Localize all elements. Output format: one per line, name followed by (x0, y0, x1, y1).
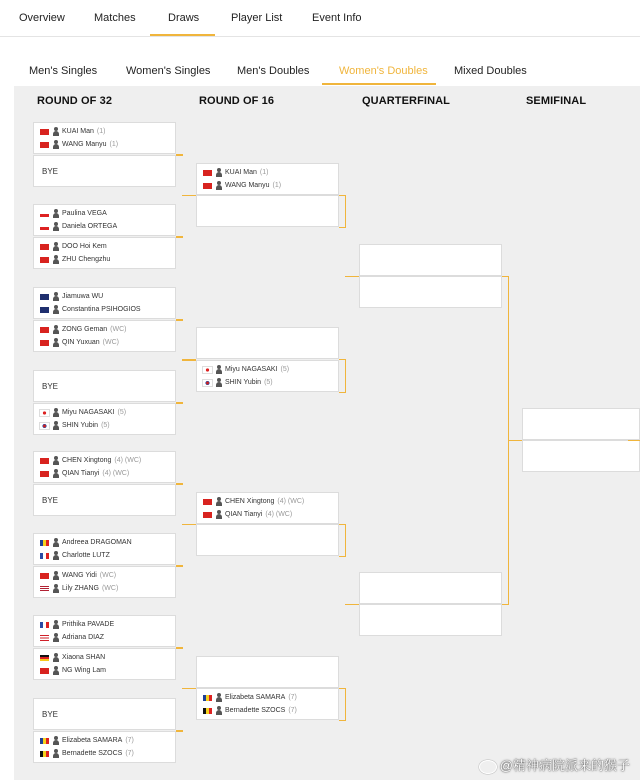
player-row[interactable] (197, 180, 338, 193)
player-name (62, 326, 126, 333)
flag-icon (40, 586, 49, 592)
r32-match[interactable] (33, 403, 176, 435)
connector-line (345, 604, 359, 605)
player-row[interactable] (34, 652, 175, 665)
player-row[interactable] (34, 407, 175, 420)
connector-line (345, 524, 346, 557)
player-name (62, 634, 104, 641)
player-name-text: Charlotte LUTZ (62, 552, 110, 559)
player-name (62, 223, 117, 230)
flag-icon (40, 668, 49, 674)
flag-icon (203, 708, 212, 714)
player-seed: (WC) (101, 585, 119, 592)
player-name (62, 621, 114, 628)
player-avatar-icon (53, 255, 59, 264)
r32-match[interactable] (33, 122, 176, 154)
player-name-text: Prithika PAVADE (62, 621, 115, 628)
flag-icon (203, 512, 212, 518)
flag-icon (40, 244, 49, 250)
tab-mens-doubles[interactable]: Men's Doubles (237, 65, 310, 77)
player-seed: (4) (WC) (265, 511, 293, 518)
flag-icon (40, 423, 49, 429)
player-name-text: Miyu NAGASAKI (225, 366, 278, 373)
player-name (62, 654, 105, 661)
player-row[interactable] (34, 420, 175, 433)
player-seed: (4) (WC) (277, 498, 305, 505)
player-avatar-icon (53, 242, 59, 251)
player-row[interactable] (34, 583, 175, 596)
player-avatar-icon (216, 181, 222, 190)
flag-icon (203, 367, 212, 373)
player-name-text: QIN Yuxuan (62, 339, 100, 346)
r32-match[interactable] (33, 648, 176, 680)
player-name (225, 707, 297, 714)
player-avatar-icon (53, 140, 59, 149)
player-row[interactable] (197, 692, 338, 705)
player-name (62, 128, 105, 135)
r16-match[interactable] (196, 360, 339, 392)
player-seed: (1) (259, 169, 269, 176)
qf-match[interactable] (359, 244, 502, 276)
player-row[interactable] (197, 509, 338, 522)
watermark-text: 精神病院派来的猴子 (512, 758, 630, 773)
qf-match[interactable] (359, 276, 502, 308)
player-row[interactable] (34, 126, 175, 139)
connector-line (345, 688, 346, 721)
player-avatar-icon (53, 551, 59, 560)
player-seed: (4) (WC) (114, 457, 142, 464)
r16-match[interactable] (196, 327, 339, 359)
flag-icon (40, 573, 49, 579)
player-row[interactable] (34, 748, 175, 761)
player-row[interactable] (34, 139, 175, 152)
player-seed: (5) (280, 366, 290, 373)
player-name (62, 539, 132, 546)
r16-match[interactable] (196, 688, 339, 720)
r32-match[interactable] (33, 698, 176, 730)
tab-mixed-doubles[interactable]: Mixed Doubles (454, 65, 527, 77)
player-name (225, 511, 292, 518)
player-name-text: Andreea DRAGOMAN (62, 539, 132, 546)
flag-icon (40, 458, 49, 464)
flag-icon (40, 129, 49, 135)
player-name-text: CHEN Xingtong (225, 498, 275, 505)
player-avatar-icon (53, 338, 59, 347)
player-seed: (WC) (99, 572, 117, 579)
player-seed: (WC) (110, 326, 127, 333)
player-name (225, 169, 268, 176)
player-seed: (WC) (102, 339, 119, 346)
player-name (62, 141, 118, 148)
r32-match[interactable] (33, 484, 176, 516)
r16-match[interactable] (196, 524, 339, 556)
player-name (225, 694, 297, 701)
r32-match[interactable] (33, 451, 176, 483)
player-name-text: QIAN Tianyi (62, 470, 100, 477)
player-avatar-icon (216, 378, 222, 387)
flag-icon (40, 540, 49, 546)
qf-match[interactable] (359, 572, 502, 604)
bye-label: BYE (42, 167, 59, 176)
player-name-text: KUAI Man (62, 128, 94, 135)
player-name-text: Elizabeta SAMARA (225, 694, 286, 701)
player-row[interactable] (34, 537, 175, 550)
tab-womens-doubles[interactable]: Women's Doubles (339, 65, 428, 77)
bye-label: BYE (42, 496, 59, 505)
player-name-text: Constantina PSIHOGIOS (62, 306, 141, 313)
r32-match[interactable] (33, 320, 176, 352)
bye-label: BYE (42, 382, 59, 391)
player-name-text: KUAI Man (225, 169, 257, 176)
connector-line (508, 440, 522, 441)
player-name-text: Xiaona SHAN (62, 654, 106, 661)
flag-icon (40, 142, 49, 148)
connector-line (182, 195, 196, 196)
player-row[interactable] (34, 735, 175, 748)
r32-match[interactable] (33, 566, 176, 598)
player-avatar-icon (53, 736, 59, 745)
player-name-text: DOO Hoi Kem (62, 243, 107, 250)
player-avatar-icon (53, 538, 59, 547)
tab-womens-singles[interactable]: Women's Singles (126, 65, 211, 77)
flag-icon (40, 635, 49, 641)
connector-line (182, 524, 196, 525)
player-name-text: CHEN Xingtong (62, 457, 112, 464)
player-row[interactable] (34, 632, 175, 645)
player-name-text: SHIN Yubin (225, 379, 262, 386)
player-avatar-icon (53, 633, 59, 642)
player-name-text: SHIN Yubin (62, 422, 99, 429)
player-avatar-icon (53, 222, 59, 231)
player-seed: (1) (109, 141, 119, 148)
player-seed: (7) (125, 737, 134, 744)
player-name-text: Paulina VEGA (62, 210, 107, 217)
flag-icon (40, 224, 49, 230)
player-row[interactable] (34, 221, 175, 234)
flag-icon (40, 622, 49, 628)
player-avatar-icon (53, 421, 59, 430)
player-name (62, 243, 107, 250)
player-avatar-icon (53, 666, 59, 675)
flag-icon (40, 751, 49, 757)
r32-match[interactable] (33, 204, 176, 236)
player-name (62, 667, 106, 674)
player-seed: (7) (288, 707, 297, 714)
player-row[interactable] (197, 167, 338, 180)
player-name-text: NG Wing Lam (62, 667, 106, 674)
connector-line (628, 440, 640, 441)
player-row[interactable] (34, 324, 175, 337)
player-name-text: Jiamuwa WU (62, 293, 104, 300)
connector-line (345, 195, 346, 228)
player-name-text: Lily ZHANG (62, 585, 99, 592)
connector-line (182, 688, 196, 689)
player-row[interactable] (34, 468, 175, 481)
player-name-text: WANG Manyu (62, 141, 107, 148)
player-name-text: ZHU Chengzhu (62, 256, 111, 263)
player-name (62, 750, 134, 757)
player-avatar-icon (216, 365, 222, 374)
player-seed: (1) (272, 182, 282, 189)
flag-icon (40, 211, 49, 217)
connector-line (182, 730, 183, 732)
player-row[interactable] (197, 705, 338, 718)
r32-match[interactable] (33, 370, 176, 402)
r32-match[interactable] (33, 731, 176, 763)
r32-match[interactable] (33, 155, 176, 187)
tab-player-list[interactable]: Player List (231, 12, 283, 24)
connector-line (182, 360, 196, 361)
flag-icon (203, 170, 212, 176)
player-name-text: Miyu NAGASAKI (62, 409, 115, 416)
tab-event-info[interactable]: Event Info (312, 12, 362, 24)
player-avatar-icon (53, 620, 59, 629)
qf-match[interactable] (359, 604, 502, 636)
player-name (62, 306, 141, 313)
player-seed: (1) (96, 128, 106, 135)
player-name (62, 737, 134, 744)
bye-label: BYE (42, 710, 59, 719)
connector-line (182, 483, 183, 485)
flag-icon (40, 738, 49, 744)
sf-match[interactable] (522, 440, 640, 472)
player-name (62, 572, 116, 579)
player-name (225, 379, 273, 386)
player-name-text: Daniela ORTEGA (62, 223, 118, 230)
player-name-text: WANG Yidi (62, 572, 97, 579)
r16-match[interactable] (196, 195, 339, 227)
player-name (62, 339, 119, 346)
flag-icon (40, 410, 49, 416)
player-avatar-icon (53, 584, 59, 593)
connector-line (182, 236, 183, 238)
flag-icon (203, 695, 212, 701)
player-avatar-icon (216, 168, 222, 177)
watermark: @精神病院派来的猴子 (479, 755, 630, 774)
player-name (62, 409, 126, 416)
player-avatar-icon (53, 325, 59, 334)
player-name (225, 182, 281, 189)
r32-match[interactable] (33, 237, 176, 269)
player-seed: (4) (WC) (102, 470, 130, 477)
flag-icon (40, 553, 49, 559)
player-name (62, 585, 118, 592)
player-avatar-icon (53, 127, 59, 136)
player-seed: (5) (264, 379, 273, 386)
player-avatar-icon (53, 292, 59, 301)
player-avatar-icon (53, 209, 59, 218)
player-row[interactable] (34, 550, 175, 563)
semifinal-heading: SEMIFINAL (526, 95, 587, 107)
player-seed: (5) (101, 422, 110, 429)
player-row[interactable] (34, 570, 175, 583)
connector-line (182, 647, 183, 649)
player-avatar-icon (216, 497, 222, 506)
player-avatar-icon (53, 571, 59, 580)
player-avatar-icon (216, 510, 222, 519)
round-of-16-heading: ROUND OF 16 (199, 95, 275, 107)
player-avatar-icon (53, 408, 59, 417)
player-avatar-icon (216, 706, 222, 715)
player-row[interactable] (34, 241, 175, 254)
flag-icon (40, 307, 49, 313)
player-row[interactable] (197, 364, 338, 377)
player-name (225, 498, 304, 505)
connector-line (182, 402, 183, 404)
player-row[interactable] (34, 455, 175, 468)
player-row[interactable] (34, 337, 175, 350)
player-name-text: Adriana DIAZ (62, 634, 105, 641)
event-nav (0, 58, 640, 86)
womens-doubles-underline (322, 83, 436, 85)
player-seed: (7) (125, 750, 134, 757)
r16-match[interactable] (196, 656, 339, 688)
flag-icon (203, 380, 212, 386)
weibo-icon (479, 760, 497, 774)
player-name (62, 470, 129, 477)
player-name (225, 366, 289, 373)
flag-icon (40, 257, 49, 263)
flag-icon (40, 327, 49, 333)
connector-line (345, 359, 346, 393)
tab-matches[interactable]: Matches (94, 12, 136, 24)
flag-icon (40, 294, 49, 300)
player-avatar-icon (53, 653, 59, 662)
sf-match[interactable] (522, 408, 640, 440)
player-name (62, 422, 110, 429)
player-avatar-icon (53, 749, 59, 758)
player-name-text: QIAN Tianyi (225, 511, 263, 518)
tab-draws[interactable]: Draws (168, 12, 200, 24)
connector-line (182, 319, 183, 321)
connector-line (345, 276, 359, 277)
r32-match[interactable] (33, 615, 176, 647)
r16-match[interactable] (196, 163, 339, 195)
flag-icon (40, 471, 49, 477)
r32-match[interactable] (33, 287, 176, 319)
top-nav (0, 0, 640, 37)
player-row[interactable] (197, 377, 338, 390)
player-row[interactable] (34, 291, 175, 304)
player-name-text: Bernadette SZOCS (225, 707, 286, 714)
player-name-text: WANG Manyu (225, 182, 270, 189)
flag-icon (203, 183, 212, 189)
connector-line (182, 565, 183, 567)
player-name (62, 457, 141, 464)
connector-line (182, 154, 183, 156)
tab-mens-singles[interactable]: Men's Singles (29, 65, 98, 77)
player-avatar-icon (53, 305, 59, 314)
player-name-text: Bernadette SZOCS (62, 750, 123, 757)
flag-icon (40, 340, 49, 346)
player-row[interactable] (34, 665, 175, 678)
player-name-text: ZONG Geman (62, 326, 108, 333)
flag-icon (203, 499, 212, 505)
player-row[interactable] (34, 304, 175, 317)
player-name (62, 293, 103, 300)
player-name (62, 552, 110, 559)
player-row[interactable] (34, 619, 175, 632)
draws-tab-underline (150, 34, 215, 36)
tab-overview[interactable]: Overview (19, 12, 65, 24)
player-row[interactable] (197, 496, 338, 509)
player-name (62, 210, 107, 217)
player-name-text: Elizabeta SAMARA (62, 737, 123, 744)
r16-match[interactable] (196, 492, 339, 524)
round-of-32-heading: ROUND OF 32 (37, 95, 113, 107)
flag-icon (40, 655, 49, 661)
player-name (62, 256, 110, 263)
r32-match[interactable] (33, 533, 176, 565)
player-avatar-icon (53, 456, 59, 465)
player-row[interactable] (34, 254, 175, 267)
quarterfinal-heading: QUARTERFINAL (362, 95, 450, 107)
player-seed: (5) (117, 409, 127, 416)
player-seed: (7) (288, 694, 297, 701)
player-avatar-icon (216, 693, 222, 702)
player-avatar-icon (53, 469, 59, 478)
player-row[interactable] (34, 208, 175, 221)
